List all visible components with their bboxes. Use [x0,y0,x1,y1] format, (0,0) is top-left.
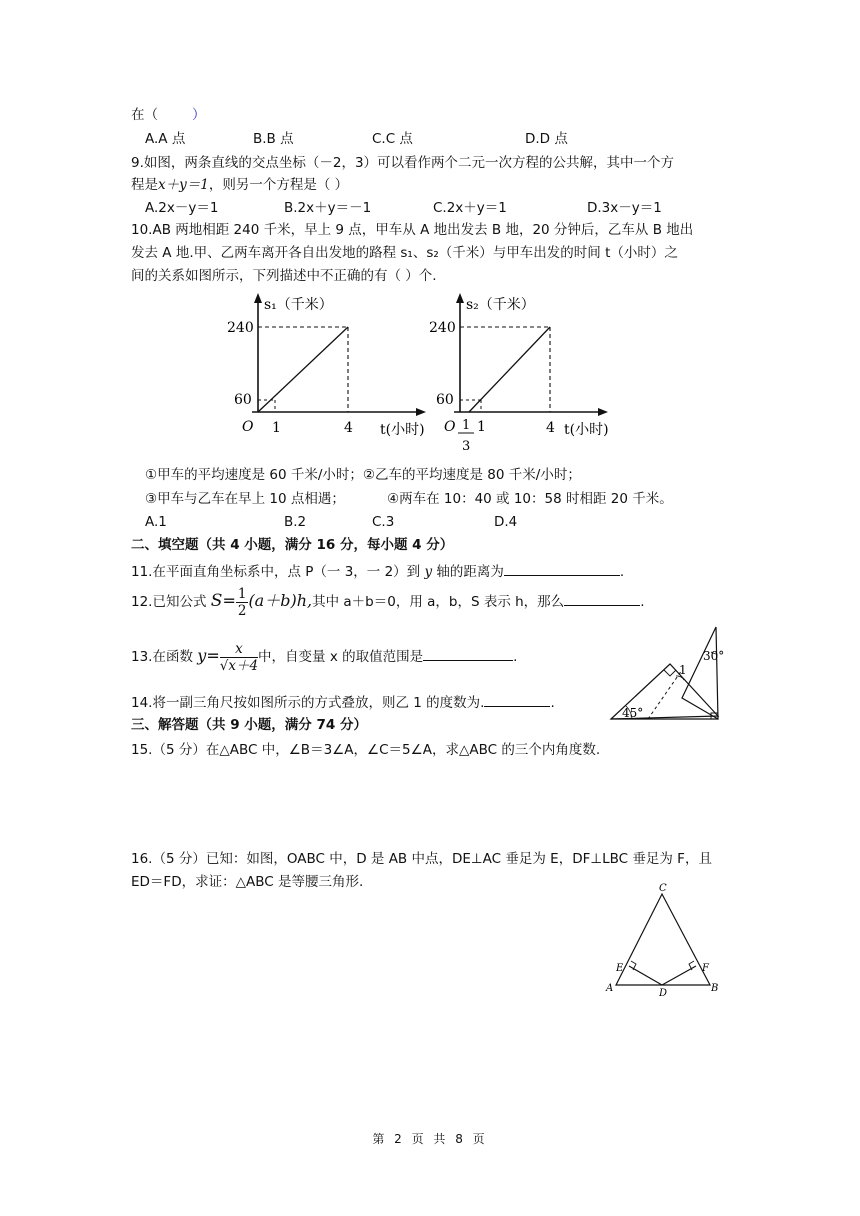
graph-s2-xlabel: t(小时) [564,422,609,438]
q12-num: 1 [237,585,247,602]
tri-label-1: 1 [679,663,687,677]
q13 [131,634,517,679]
q8-tail-text: 在（ [131,107,158,123]
graph-s2-origin: O [444,419,456,435]
q15: 15.（5 分）在△ABC 中，∠B＝3∠A，∠C＝5∠A，求△ABC 的三个内角度数. [131,742,601,758]
q10-option-c: C.3 [372,514,395,530]
q9-option-c: C.2x＋y＝1 [433,200,507,216]
graph-s1-ylabel: s₁（千米） [264,297,333,313]
q12-den: 2 [237,602,247,619]
iso-label-A: A [606,983,614,994]
graph-s2-ytick-60: 60 [436,392,454,408]
q8-tail-close: ） [192,107,206,123]
graph-s1-xlabel: t(小时) [380,422,425,438]
q10-line1: 10.AB 两地相距 240 千米，早上 9 点，甲车从 A 地出发去 B 地，20 分钟后，乙车从 B 地出 [131,222,694,238]
graph-s1-xtick-4: 4 [344,420,353,436]
q10-statement-line1: ①甲车的平均速度是 60 千米/小时；②乙车的平均速度是 80 千米/小时； [145,467,581,483]
q13-end: . [513,649,518,665]
q14 [131,692,555,712]
section-solution-heading: 三、解答题（共 9 小题，满分 74 分） [131,717,367,733]
q13-den: √x＋4 [219,657,259,674]
q13-eq: = [206,646,220,665]
q10-statement-3: ③甲车与乙车在早上 10 点相遇； [145,491,345,507]
q12-text-b: 其中 a＋b＝0，用 a，b，S 表示 h，那么 [312,594,565,610]
q14-answer-blank[interactable] [484,692,550,707]
q11-answer-blank[interactable] [504,561,620,576]
q10-option-a: A.1 [145,514,167,530]
q12-fraction [236,586,249,619]
q11 [131,561,624,581]
graph-s1-origin: O [242,419,254,435]
q10-option-d: D.4 [494,514,518,530]
q11-text-b: 轴的距离为 [436,564,504,580]
q8-tail [131,106,206,124]
q8-option-d: D.D 点 [525,131,568,147]
q14-end: . [550,695,555,711]
q10-option-b: B.2 [284,514,307,530]
q13-fraction [220,641,258,674]
graph-s1-ytick-240: 240 [227,320,254,336]
q13-y: y [197,646,207,665]
q9-line2-b: ，则另一个方程是（ ） [208,177,349,193]
graph-s2-ylabel: s₂（千米） [466,297,535,313]
q9-line2-a: 程是 [131,177,158,193]
graph-s2-xtick-1: 1 [477,419,486,435]
isosceles-triangle-figure [600,880,730,1000]
q10-line2: 发去 A 地.甲、乙两车离开各自出发地的路程 s₁、s₂（千米）与甲车出发的时间 t（小时）之 [131,245,678,261]
iso-label-D: D [659,988,668,999]
q8-option-c: C.C 点 [372,131,413,147]
triangle-rulers-figure [608,624,730,724]
graph-s2-xtick-third-den: 3 [462,439,471,454]
q10-line3: 间的关系如图所示，下列描述中不正确的有（ ）个. [131,268,437,284]
q12-text-a: 12.已知公式 [131,594,207,610]
graph-s1-ytick-60: 60 [234,392,252,408]
graph-s1 [222,290,432,460]
graph-s1-xtick-1: 1 [272,420,281,436]
iso-label-E: E [616,963,624,974]
q9-option-d: D.3x－y＝1 [587,200,662,216]
graph-s2-ytick-240: 240 [429,320,456,336]
q9-equation: x＋y＝1 [158,177,209,193]
page-footer: 第 2 页 共 8 页 [372,1132,488,1146]
q11-var: y [424,564,433,580]
q12-eq: = [222,591,236,610]
q13-text-a: 13.在函数 [131,649,193,665]
q12-paren: (a＋b)h, [248,591,313,610]
graph-s2 [424,290,634,465]
graph-s2-xtick-4: 4 [546,420,555,436]
graph-s2-xtick-third-num: 1 [462,418,471,433]
q12-answer-blank[interactable] [564,591,640,606]
q8-option-a: A.A 点 [145,131,186,147]
q9-line1: 9.如图，两条直线的交点坐标（－2，3）可以看作两个二元一次方程的公共解，其中一个方 [131,155,675,171]
q14-text: 14.将一副三角尺按如图所示的方式叠放，则乙 1 的度数为. [131,695,485,711]
q9-option-a: A.2x－y＝1 [145,200,219,216]
q9-option-b: B.2x＋y＝－1 [284,200,372,216]
q12-end: . [640,594,645,610]
iso-label-F: F [702,963,709,974]
iso-label-C: C [659,883,667,894]
q9-line2 [131,176,348,194]
q12 [131,583,644,620]
q12-S: S [210,591,223,611]
q13-num: x [220,641,258,658]
q16-line1: 16.（5 分）已知：如图，OABC 中，D 是 AB 中点，DE⊥AC 垂足为 E，DF⊥LBC 垂足为 F，且 [131,851,712,867]
q10-statement-4: ④两车在 10：40 或 10：58 时相距 20 千米。 [387,491,673,507]
q13-text-b: 中，自变量 x 的取值范围是 [258,649,424,665]
section-fill-in-heading: 二、填空题（共 4 小题，满分 16 分，每小题 4 分） [131,537,454,553]
q11-text-a: 11.在平面直角坐标系中，点 P（一 3，一 2）到 [131,564,421,580]
iso-label-B: B [711,983,719,994]
q13-answer-blank[interactable] [423,646,513,661]
q11-end: . [619,564,625,580]
q16-line2: ED＝FD，求证：△ABC 是等腰三角形. [131,874,364,890]
tri-label-30: 30° [703,649,725,663]
q8-option-b: B.B 点 [253,131,294,147]
tri-label-45: 45° [622,706,644,720]
